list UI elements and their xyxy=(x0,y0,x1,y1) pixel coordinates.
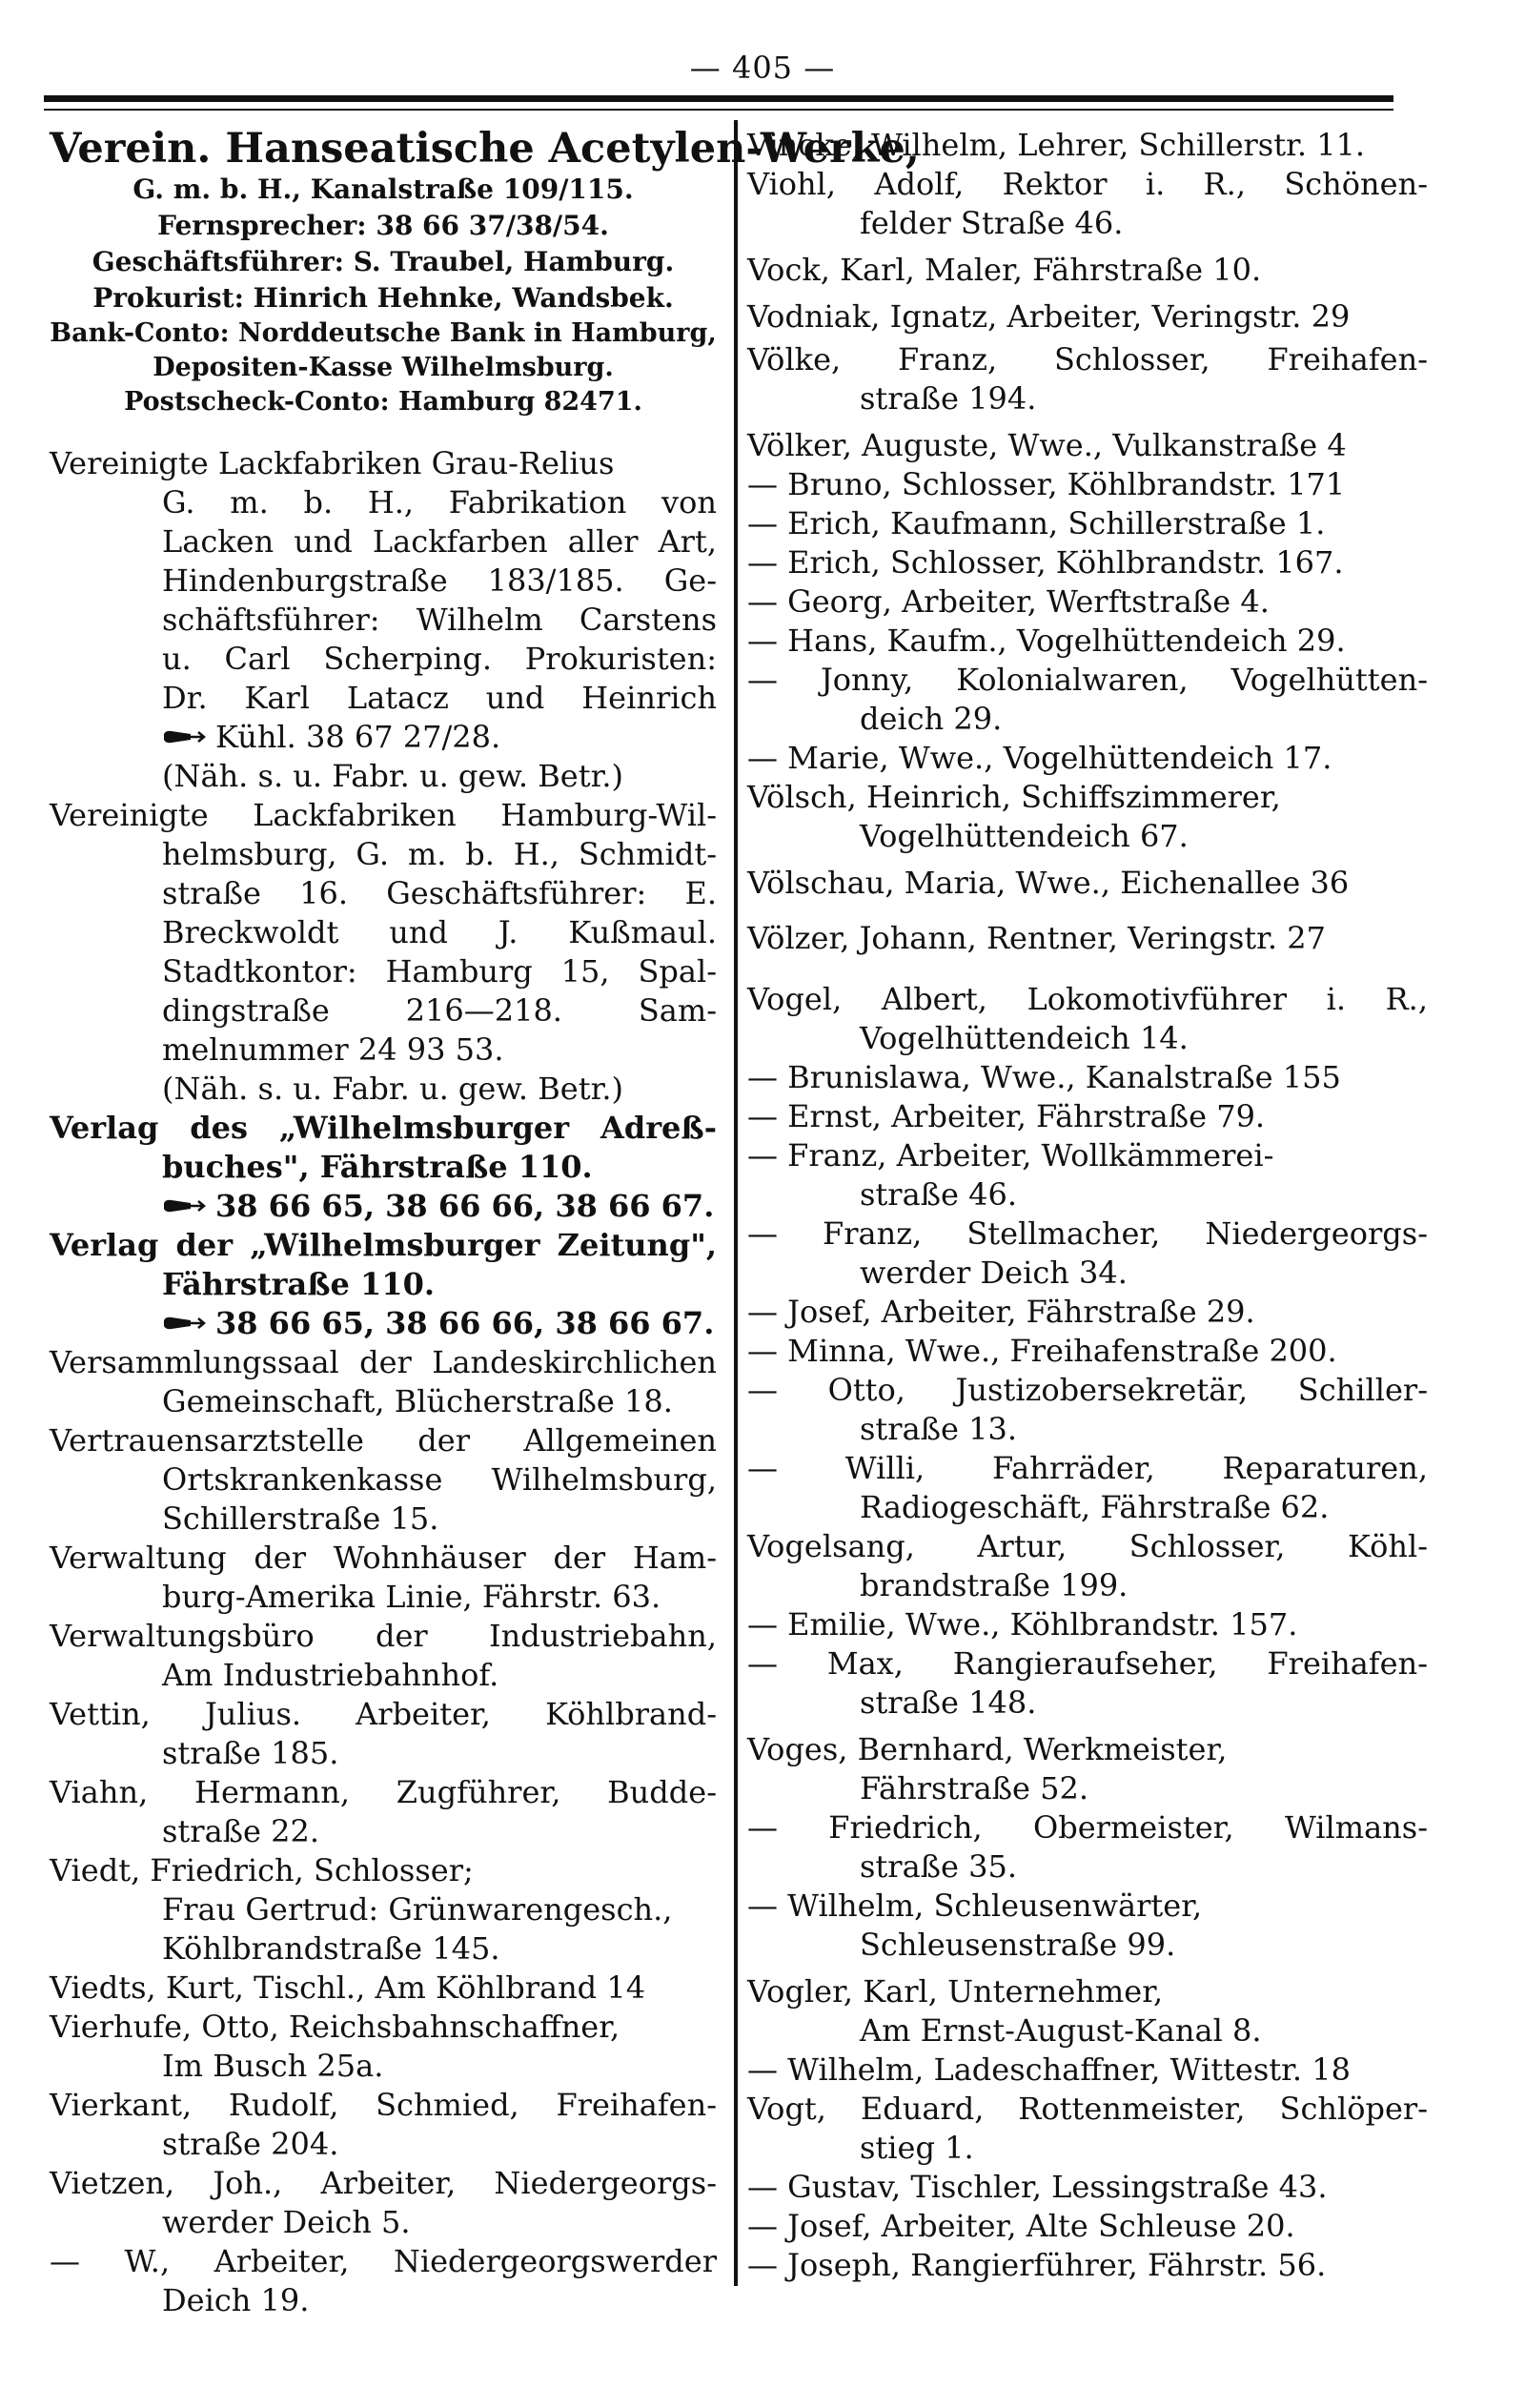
entry-line xyxy=(747,465,1428,504)
entry-text: Stadtkontor: Hamburg 15, Spal- xyxy=(162,953,717,990)
entry-text: felder Straße 46. xyxy=(860,205,1124,241)
entry-text: straße 35. xyxy=(860,1848,1018,1885)
entry-line xyxy=(747,297,1428,337)
entry-line xyxy=(50,385,717,419)
entry-text: G. m. b. H., Kanalstraße 109/115. xyxy=(132,173,634,205)
entry-line xyxy=(50,125,920,173)
entry-line xyxy=(50,1187,717,1226)
entry-text: helmsburg, G. m. b. H., Schmidt- xyxy=(162,836,717,872)
entry-line xyxy=(747,1887,1428,1926)
entry-text: Prokurist: Hinrich Hehnke, Wandsbek. xyxy=(92,282,674,314)
entry-line xyxy=(50,1695,717,1734)
entry-line xyxy=(50,679,717,718)
entry-text: Im Busch 25a. xyxy=(162,2048,384,2084)
entry-text: (Näh. s. u. Fabr. u. gew. Betr.) xyxy=(162,758,624,794)
entry-line xyxy=(747,543,1428,582)
entry-line xyxy=(747,251,1428,290)
directory-entry xyxy=(747,251,1428,290)
entry-text: Viedt, Friedrich, Schlosser; xyxy=(50,1852,474,1888)
entry-line xyxy=(50,757,717,796)
entry-line xyxy=(747,204,1428,243)
entry-line xyxy=(50,1773,717,1812)
entry-line xyxy=(50,2008,717,2047)
entry-line xyxy=(50,208,717,244)
entry-line xyxy=(747,1371,1428,1410)
entry-text: straße 148. xyxy=(860,1684,1037,1721)
entry-line xyxy=(747,1730,1428,1769)
entry-line xyxy=(50,874,717,913)
entry-text: Fernsprecher: 38 66 37/38/54. xyxy=(157,210,609,241)
entry-line xyxy=(50,1031,717,1070)
header-rule-thin xyxy=(44,109,1393,111)
entry-line xyxy=(747,739,1428,778)
directory-entry xyxy=(50,1773,717,1851)
column-divider xyxy=(734,120,738,2286)
entry-line xyxy=(50,1226,717,1265)
entry-line xyxy=(50,1382,717,1421)
entry-text: — Josef, Arbeiter, Fährstraße 29. xyxy=(747,1294,1255,1330)
entry-line xyxy=(50,1578,717,1617)
entry-line xyxy=(747,1332,1428,1371)
entry-text: Dr. Karl Latacz und Heinrich xyxy=(162,680,717,716)
directory-entry xyxy=(747,1972,1428,2090)
entry-text: burg-Amerika Linie, Fährstr. 63. xyxy=(162,1579,661,1615)
entry-text: Radiogeschäft, Fährstraße 62. xyxy=(860,1489,1330,1525)
entry-text: Vertrauensarztstelle der Allgemeinen xyxy=(50,1422,717,1459)
entry-text: Am Ernst-August-Kanal 8. xyxy=(860,2012,1262,2049)
entry-line xyxy=(747,778,1428,817)
entry-text: Schleusenstraße 99. xyxy=(860,1927,1176,1963)
entry-line xyxy=(747,1527,1428,1566)
entry-line xyxy=(747,1293,1428,1332)
directory-entry xyxy=(50,1851,717,1969)
entry-text: G. m. b. H., Fabrikation von xyxy=(162,484,717,520)
entry-text: — Bruno, Schlosser, Köhlbrandstr. 171 xyxy=(747,466,1346,502)
entry-line xyxy=(50,280,717,316)
entry-text: — W., Arbeiter, Niedergeorgswerder xyxy=(50,2243,717,2279)
entry-text: Vogelsang, Artur, Schlosser, Köhl- xyxy=(747,1528,1428,1564)
directory-entry xyxy=(747,297,1428,337)
entry-text: — Max, Rangieraufseher, Freihafen- xyxy=(747,1645,1428,1682)
entry-text: 38 66 65, 38 66 66, 38 66 67. xyxy=(215,1305,715,1341)
entry-line xyxy=(50,991,717,1031)
entry-text: werder Deich 34. xyxy=(860,1255,1128,1291)
entry-line xyxy=(50,1929,717,1969)
entry-line xyxy=(747,1769,1428,1808)
entry-line xyxy=(50,483,717,522)
entry-text: 38 66 65, 38 66 66, 38 66 67. xyxy=(215,1188,715,1224)
directory-entry xyxy=(747,1527,1428,1723)
entry-line xyxy=(747,504,1428,543)
directory-entry xyxy=(50,2008,717,2086)
entry-line xyxy=(50,1421,717,1460)
entry-line xyxy=(747,1254,1428,1293)
entry-line xyxy=(747,2246,1428,2285)
entry-text: Vierhufe, Otto, Reichsbahnschaffner, xyxy=(50,2009,620,2045)
entry-text: — Marie, Wwe., Vogelhüttendeich 17. xyxy=(747,740,1332,776)
entry-text: Bank-Conto: Norddeutsche Bank in Hamburg, xyxy=(50,318,717,348)
directory-entry xyxy=(50,1969,717,2008)
entry-text: Verein. Hanseatische Acetylen-Werke, xyxy=(50,125,920,173)
entry-line xyxy=(50,1969,717,2008)
entry-line xyxy=(747,2168,1428,2207)
entry-line xyxy=(747,582,1428,622)
entry-line xyxy=(50,2164,717,2203)
entry-text: melnummer 24 93 53. xyxy=(162,1031,504,1068)
directory-entry xyxy=(747,980,1428,1527)
entry-line xyxy=(50,1656,717,1695)
entry-text: schäftsführer: Wilhelm Carstens xyxy=(162,602,717,638)
entry-line xyxy=(50,640,717,679)
entry-text: — Joseph, Rangierführer, Fährstr. 56. xyxy=(747,2247,1327,2283)
entry-text: Viedts, Kurt, Tischl., Am Köhlbrand 14 xyxy=(50,1969,646,2006)
entry-line xyxy=(747,379,1428,418)
entry-line xyxy=(50,244,717,280)
entry-line xyxy=(747,919,1428,958)
entry-text: Verwaltung der Wohnhäuser der Ham- xyxy=(50,1540,717,1576)
entry-text: straße 46. xyxy=(860,1176,1018,1213)
entry-text: — Wilhelm, Schleusenwärter, xyxy=(747,1888,1203,1924)
entry-line xyxy=(50,1500,717,1539)
entry-line xyxy=(50,2281,717,2320)
entry-text: Vereinigte Lackfabriken Hamburg-Wil- xyxy=(50,797,717,833)
entry-text: Breckwoldt und J. Kußmaul. xyxy=(162,914,717,950)
entry-text: straße 13. xyxy=(860,1411,1018,1447)
entry-line xyxy=(747,1972,1428,2011)
entry-text: Völker, Auguste, Wwe., Vulkanstraße 4 xyxy=(747,427,1347,463)
telephone-icon xyxy=(162,1315,206,1332)
entry-text: — Franz, Stellmacher, Niedergeorgs- xyxy=(747,1215,1428,1252)
entry-text: — Ernst, Arbeiter, Fährstraße 79. xyxy=(747,1098,1266,1134)
entry-line xyxy=(50,2203,717,2242)
directory-entry xyxy=(747,165,1428,243)
entry-text: stieg 1. xyxy=(860,2130,974,2166)
entry-text: Völke, Franz, Schlosser, Freihafen- xyxy=(747,341,1428,378)
entry-line xyxy=(747,980,1428,1019)
entry-text: — Jonny, Kolonialwaren, Vogelhütten- xyxy=(747,662,1428,698)
directory-entry xyxy=(50,1109,717,1226)
entry-text: Völzer, Johann, Rentner, Veringstr. 27 xyxy=(747,920,1326,956)
entry-text: Frau Gertrud: Grünwarengesch., xyxy=(162,1891,673,1928)
directory-entry xyxy=(747,919,1428,958)
entry-text: Völschau, Maria, Wwe., Eichenallee 36 xyxy=(747,865,1350,901)
entry-line xyxy=(747,340,1428,379)
entry-line xyxy=(50,2086,717,2125)
entry-line xyxy=(50,1460,717,1500)
entry-line xyxy=(747,426,1428,465)
entry-line xyxy=(747,1097,1428,1136)
entry-text: Köhlbrandstraße 145. xyxy=(162,1930,500,1967)
entry-text: Vodniak, Ignatz, Arbeiter, Veringstr. 29 xyxy=(747,298,1351,335)
entry-line xyxy=(747,700,1428,739)
directory-entry xyxy=(50,1343,717,1421)
entry-text: buches", Fährstraße 110. xyxy=(162,1149,593,1185)
entry-line xyxy=(747,1136,1428,1175)
entry-text: — Willi, Fahrräder, Reparaturen, xyxy=(747,1450,1428,1486)
entry-text: — Georg, Arbeiter, Werftstraße 4. xyxy=(747,583,1270,620)
entry-text: — Josef, Arbeiter, Alte Schleuse 20. xyxy=(747,2208,1295,2244)
entry-text: straße 185. xyxy=(162,1735,339,1771)
entry-text: straße 204. xyxy=(162,2126,339,2162)
entry-text: Vogelhüttendeich 67. xyxy=(860,818,1189,854)
entry-text: Verwaltungsbüro der Industriebahn, xyxy=(50,1618,717,1654)
directory-entry xyxy=(50,2086,717,2164)
entry-text: Vogler, Karl, Unternehmer, xyxy=(747,1973,1164,2010)
directory-entry xyxy=(50,2242,717,2320)
entry-line xyxy=(747,2207,1428,2246)
entry-text: Lacken und Lackfarben aller Art, xyxy=(162,523,717,560)
entry-text: Vereinigte Lackfabriken Grau-Relius xyxy=(50,445,615,481)
entry-text: — Emilie, Wwe., Köhlbrandstr. 157. xyxy=(747,1606,1298,1643)
entry-line xyxy=(50,1734,717,1773)
entry-text: — Franz, Arbeiter, Wollkämmerei- xyxy=(747,1137,1274,1173)
entry-line xyxy=(747,864,1428,903)
telephone-icon xyxy=(162,1197,206,1214)
entry-text: u. Carl Scherping. Prokuristen: xyxy=(162,641,717,677)
entry-text: Vettin, Julius. Arbeiter, Köhlbrand- xyxy=(50,1696,717,1732)
entry-text: — Friedrich, Obermeister, Wilmans- xyxy=(747,1809,1428,1846)
entry-line xyxy=(747,1058,1428,1097)
entry-text: dingstraße 216—218. Sam- xyxy=(162,992,717,1029)
header-rule xyxy=(44,95,1393,102)
entry-line xyxy=(50,1304,717,1343)
entry-line xyxy=(50,351,717,385)
entry-text: (Näh. s. u. Fabr. u. gew. Betr.) xyxy=(162,1071,624,1107)
entry-line xyxy=(747,817,1428,856)
entry-text: Vogelhüttendeich 14. xyxy=(860,1020,1189,1056)
entry-text: Geschäftsführer: S. Traubel, Hamburg. xyxy=(92,246,675,277)
entry-line xyxy=(50,522,717,561)
entry-line xyxy=(747,165,1428,204)
entry-text: Vietzen, Joh., Arbeiter, Niedergeorgs- xyxy=(50,2165,717,2201)
directory-entry xyxy=(747,126,1428,165)
entry-text: brandstraße 199. xyxy=(860,1567,1128,1603)
entry-text: straße 16. Geschäftsführer: E. xyxy=(162,875,717,911)
entry-line xyxy=(747,2090,1428,2129)
directory-entry xyxy=(50,1695,717,1773)
entry-line xyxy=(50,952,717,991)
entry-text: Ortskrankenkasse Wilhelmsburg, xyxy=(162,1461,717,1498)
directory-entry xyxy=(747,2090,1428,2285)
directory-entry xyxy=(747,426,1428,778)
entry-line xyxy=(50,2125,717,2164)
entry-text: Deich 19. xyxy=(162,2282,310,2318)
entry-line xyxy=(747,2011,1428,2051)
entry-line xyxy=(50,316,717,351)
entry-line xyxy=(50,1851,717,1890)
entry-line xyxy=(747,1019,1428,1058)
directory-entry xyxy=(747,1730,1428,1965)
directory-entry xyxy=(50,444,717,796)
entry-line xyxy=(747,2051,1428,2090)
entry-line xyxy=(50,1148,717,1187)
entry-line xyxy=(747,1488,1428,1527)
entry-text: Am Industriebahnhof. xyxy=(162,1657,499,1693)
page-number: — 405 — xyxy=(689,50,836,86)
entry-line xyxy=(50,718,717,757)
entry-text: Fährstraße 110. xyxy=(162,1266,435,1302)
entry-text: Voges, Bernhard, Werkmeister, xyxy=(747,1731,1228,1767)
directory-entry xyxy=(50,125,920,419)
entry-line xyxy=(50,172,717,208)
entry-text: straße 194. xyxy=(860,380,1037,417)
directory-entry xyxy=(50,1539,717,1617)
entry-line xyxy=(50,1617,717,1656)
entry-text: Verlag der „Wilhelmsburger Zeitung", xyxy=(50,1227,717,1263)
entry-line xyxy=(747,1449,1428,1488)
entry-text: Viahn, Hermann, Zugführer, Budde- xyxy=(50,1774,717,1810)
entry-text: — Minna, Wwe., Freihafenstraße 200. xyxy=(747,1333,1337,1369)
entry-line xyxy=(50,1343,717,1382)
entry-line xyxy=(747,1644,1428,1684)
entry-text: Völsch, Heinrich, Schiffszimmerer, xyxy=(747,779,1281,815)
entry-line xyxy=(50,1265,717,1304)
entry-line xyxy=(50,1812,717,1851)
directory-entry xyxy=(50,2164,717,2242)
entry-line xyxy=(50,2242,717,2281)
entry-text: deich 29. xyxy=(860,701,1003,737)
directory-entry xyxy=(50,796,717,1109)
directory-entry xyxy=(50,1226,717,1343)
entry-text: — Otto, Justizobersekretär, Schiller- xyxy=(747,1372,1428,1408)
entry-line xyxy=(747,1605,1428,1644)
entry-line xyxy=(747,1808,1428,1847)
directory-entry xyxy=(747,340,1428,418)
entry-line xyxy=(747,1926,1428,1965)
entry-text: — Brunislawa, Wwe., Kanalstraße 155 xyxy=(747,1059,1341,1095)
entry-line xyxy=(747,1684,1428,1723)
entry-text: — Hans, Kaufm., Vogelhüttendeich 29. xyxy=(747,622,1346,659)
entry-line xyxy=(50,444,717,483)
entry-line xyxy=(747,1410,1428,1449)
entry-line xyxy=(50,561,717,601)
entry-line xyxy=(747,1175,1428,1214)
entry-line xyxy=(50,913,717,952)
entry-text: Vogt, Eduard, Rottenmeister, Schlöper- xyxy=(747,2091,1428,2127)
entry-line xyxy=(747,126,1428,165)
entry-text: Depositen-Kasse Wilhelmsburg. xyxy=(152,353,614,382)
entry-line xyxy=(50,835,717,874)
entry-text: — Erich, Schlosser, Köhlbrandstr. 167. xyxy=(747,544,1344,581)
directory-entry xyxy=(747,864,1428,903)
entry-text: werder Deich 5. xyxy=(162,2204,411,2240)
entry-text: Schillerstraße 15. xyxy=(162,1500,439,1537)
entry-text: — Gustav, Tischler, Lessingstraße 43. xyxy=(747,2169,1328,2205)
entry-text: Vogel, Albert, Lokomotivführer i. R., xyxy=(747,981,1428,1017)
entry-line xyxy=(50,1109,717,1148)
entry-text: Viohl, Adolf, Rektor i. R., Schönen- xyxy=(747,166,1428,202)
directory-entry xyxy=(50,1421,717,1539)
entry-text: Fährstraße 52. xyxy=(860,1770,1089,1806)
entry-line xyxy=(747,622,1428,661)
directory-entry xyxy=(747,778,1428,856)
entry-text: Hindenburgstraße 183/185. Ge- xyxy=(162,562,717,599)
entry-text: Vincke, Wilhelm, Lehrer, Schillerstr. 11. xyxy=(747,127,1366,163)
entry-text: Versammlungssaal der Landeskirchlichen xyxy=(50,1344,717,1380)
entry-text: Vock, Karl, Maler, Fährstraße 10. xyxy=(747,252,1262,288)
entry-text: Postscheck-Conto: Hamburg 82471. xyxy=(124,387,642,417)
entry-line xyxy=(747,661,1428,700)
entry-line xyxy=(747,1566,1428,1605)
telephone-icon xyxy=(162,728,206,745)
entry-text: — Erich, Kaufmann, Schillerstraße 1. xyxy=(747,505,1326,541)
entry-text: Vierkant, Rudolf, Schmied, Freihafen- xyxy=(50,2087,717,2123)
entry-line xyxy=(50,796,717,835)
entry-line xyxy=(747,2129,1428,2168)
directory-entry xyxy=(50,1617,717,1695)
entry-line xyxy=(50,1070,717,1109)
entry-line xyxy=(50,1539,717,1578)
entry-line xyxy=(50,1890,717,1929)
entry-text: Verlag des „Wilhelmsburger Adreß- xyxy=(50,1110,717,1146)
entry-text: — Wilhelm, Ladeschaffner, Wittestr. 18 xyxy=(747,2051,1351,2088)
entry-line xyxy=(747,1847,1428,1887)
entry-text: straße 22. xyxy=(162,1813,320,1849)
entry-line xyxy=(747,1214,1428,1254)
entry-text: Gemeinschaft, Blücherstraße 18. xyxy=(162,1383,673,1419)
entry-text: Kühl. 38 67 27/28. xyxy=(215,719,501,755)
entry-line xyxy=(50,601,717,640)
entry-line xyxy=(50,2047,717,2086)
